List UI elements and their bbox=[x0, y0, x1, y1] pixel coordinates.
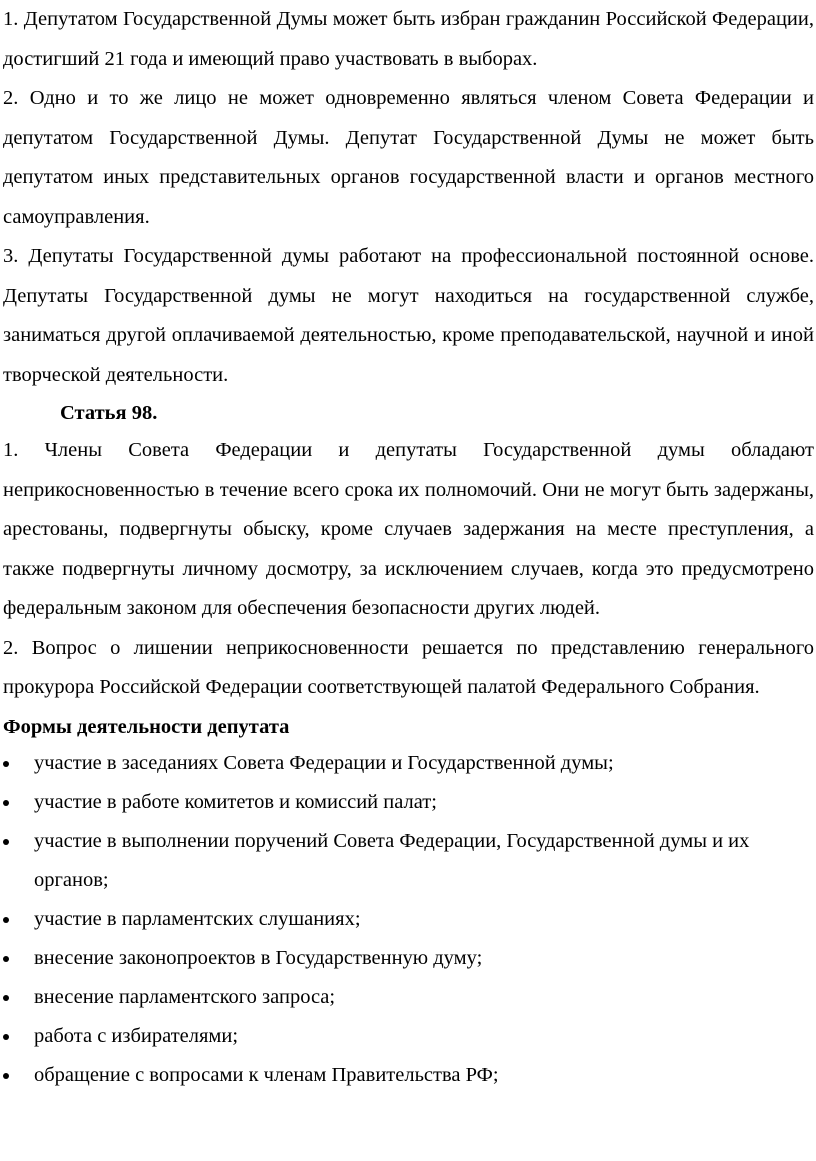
bullet-icon bbox=[3, 995, 9, 1001]
bullet-icon bbox=[3, 917, 9, 923]
bullet-icon bbox=[3, 1073, 9, 1079]
article-paragraph-1: 1. Члены Совета Федерации и депутаты Государственной думы обладают неприкосновенностью в течение всего срока их полномочий. Они не могут быть задержаны, арестованы, подвергнуты обыску, кроме случаев задержания на месте преступления, а также подвергнуты личному досмотру, за исключением случаев, когда это предусмотрено федеральным законом для обеспечения безопасности других людей. bbox=[3, 439, 814, 619]
list-item-text: участие в парламентских слушаниях; bbox=[34, 907, 361, 930]
list-item bbox=[3, 978, 814, 1017]
list-item bbox=[3, 822, 814, 900]
list-item-text: участие в работе комитетов и комиссий палат; bbox=[34, 790, 437, 813]
paragraph-1: 1. Депутатом Государственной Думы может быть избран гражданин Российской Федерации, достигший 21 года и имеющий право участвовать в выборах. bbox=[3, 8, 814, 70]
list-item-text: участие в выполнении поручений Совета Федерации, Государственной думы и их органов; bbox=[34, 829, 750, 891]
list-item bbox=[3, 783, 814, 822]
article-paragraph-2: 2. Вопрос о лишении неприкосновенности решается по представлению генерального прокурора Российской Федерации соответствующей палатой Федерального Собрания. bbox=[3, 636, 814, 698]
bullet-icon bbox=[3, 956, 9, 962]
paragraph-2: 2. Одно и то же лицо не может одновременно являться членом Совета Федерации и депутатом Государственной Думы. Депутат Государственной Думы не может быть депутатом иных представительных органов государственной власти и органов местного самоуправления. bbox=[3, 87, 814, 228]
list-item-text: внесение законопроектов в Государственную думу; bbox=[34, 946, 483, 969]
bullet-icon bbox=[3, 839, 9, 845]
list-item-text: работа с избирателями; bbox=[34, 1024, 239, 1047]
section-title: Формы деятельности депутата bbox=[3, 715, 290, 738]
list-item-text: участие в заседаниях Совета Федерации и Государственной думы; bbox=[34, 751, 614, 774]
paragraph-3: 3. Депутаты Государственной думы работают на профессиональной постоянной основе. Депутаты Государственной думы не могут находиться на государственной службе, заниматься другой оплачиваемой деятельностью, кроме преподавательской, научной и иной творческой деятельности. bbox=[3, 245, 814, 386]
list-item bbox=[3, 900, 814, 939]
bullet-icon bbox=[3, 1034, 9, 1040]
list-item bbox=[3, 1017, 814, 1056]
bullet-icon bbox=[3, 800, 9, 806]
activity-list bbox=[3, 744, 814, 1095]
list-item bbox=[3, 1056, 814, 1095]
list-item-text: обращение с вопросами к членам Правительства РФ; bbox=[34, 1063, 499, 1086]
list-item bbox=[3, 744, 814, 783]
list-item-text: внесение парламентского запроса; bbox=[34, 985, 336, 1008]
article-title: Статья 98. bbox=[60, 402, 158, 424]
list-item bbox=[3, 939, 814, 978]
bullet-icon bbox=[3, 761, 9, 767]
